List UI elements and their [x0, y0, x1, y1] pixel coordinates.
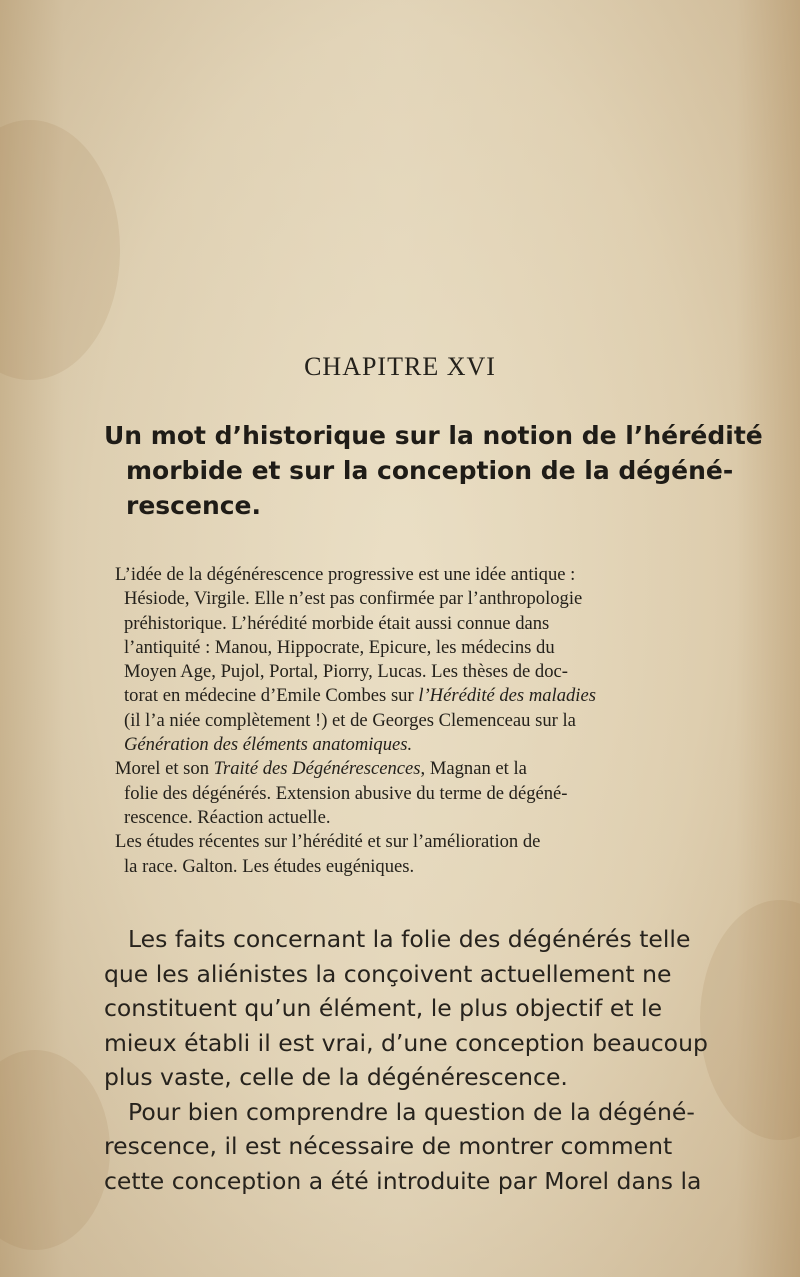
chapter-title-line: rescence.: [126, 491, 262, 520]
summary-line: (il l’a niée complètement !) et de Georges Clemenceau sur la: [124, 709, 576, 731]
body-line: rescence, il est nécessaire de montrer comment: [104, 1132, 673, 1160]
summary-text: , Magnan et la: [420, 758, 527, 780]
body-line: plus vaste, celle de la dégénérescence.: [104, 1063, 568, 1091]
summary-text: torat en médecine d’Emile Combes sur: [124, 685, 419, 707]
summary-line: la race. Galton. Les études eugéniques.: [124, 855, 415, 877]
summary-line: [104, 757, 724, 781]
summary-line: Les études récentes sur l’hérédité et sur l’amélioration de: [115, 831, 541, 853]
summary-italic-title: Traité des Dégénérescences: [213, 758, 421, 780]
body-line: cette conception a été introduite par Morel dans la: [104, 1166, 702, 1195]
summary-line: l’antiquité : Manou, Hippocrate, Epicure, les médecins du: [124, 636, 555, 658]
summary-line: Hésiode, Virgile. Elle n’est pas confirmée par l’anthropologie: [124, 588, 583, 610]
body-text: [104, 922, 724, 1198]
summary-line: préhistorique. L’hérédité morbide était aussi connue dans: [124, 612, 550, 634]
body-line: mieux établi il est vrai, d’une conception beaucoup: [104, 1028, 708, 1057]
summary-italic-title: Génération des éléments anatomiques.: [124, 734, 413, 756]
summary-italic-title: l’Hérédité des maladies: [418, 685, 596, 707]
summary-line: folie des dégénérés. Extension abusive du terme de dégéné-: [124, 782, 568, 804]
summary-line: Moyen Age, Pujol, Portal, Piorry, Lucas. Les thèses de doc-: [124, 661, 568, 683]
paper-stain: [0, 1050, 110, 1250]
chapter-title: [104, 418, 763, 523]
chapter-summary: [104, 563, 724, 879]
summary-line: [104, 733, 724, 757]
body-line: que les aliénistes la conçoivent actuellement ne: [104, 959, 672, 988]
paper-stain: [0, 120, 120, 380]
summary-line: L’idée de la dégénérescence progressive est une idée antique :: [115, 564, 576, 585]
chapter-title-line: Un mot d’historique sur la notion de l’hérédité: [104, 421, 763, 450]
body-line: constituent qu’un élément, le plus objectif et le: [104, 994, 663, 1022]
summary-line: [104, 684, 724, 708]
summary-text: Morel et son: [115, 758, 214, 780]
summary-line: rescence. Réaction actuelle.: [124, 806, 331, 828]
chapter-title-line: morbide et sur la conception de la dégéné-: [126, 456, 734, 485]
body-line: Pour bien comprendre la question de la dégéné-: [128, 1097, 695, 1126]
body-line: Les faits concernant la folie des dégénérés telle: [128, 925, 691, 953]
chapter-heading: CHAPITRE XVI: [304, 352, 496, 381]
